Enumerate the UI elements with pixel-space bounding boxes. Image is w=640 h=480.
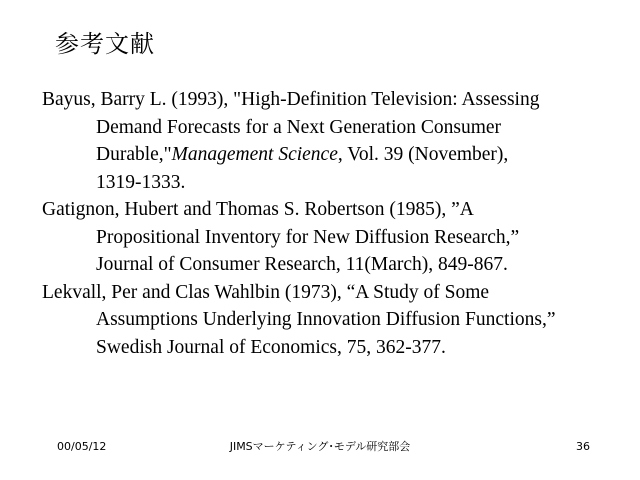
footer-title: JIMSマーケティング･モデル研究部会 bbox=[229, 440, 411, 453]
reference-item-gatignon bbox=[42, 196, 617, 279]
reference-line: Lekvall, Per and Clas Wahlbin (1973), “A Study of Some bbox=[42, 281, 490, 303]
reference-item-bayus bbox=[42, 86, 617, 196]
footer-date: 00/05/12 bbox=[57, 440, 107, 453]
reference-line: Demand Forecasts for a Next Generation Consumer bbox=[96, 116, 502, 138]
reference-line: Swedish Journal of Economics, 75, 362-377. bbox=[96, 336, 446, 358]
reference-line: Journal of Consumer Research, 11(March), 849-867. bbox=[96, 254, 508, 275]
reference-line: 1319-1333. bbox=[96, 171, 186, 193]
reference-line: Gatignon, Hubert and Thomas S. Robertson (1985), ”A bbox=[42, 199, 474, 220]
page-number: 36 bbox=[576, 440, 590, 453]
reference-line: Bayus, Barry L. (1993), "High-Definition Television: Assessing bbox=[42, 89, 540, 110]
reference-item-lekvall bbox=[42, 279, 617, 362]
reference-line: Assumptions Underlying Innovation Diffusion Functions,” bbox=[96, 309, 556, 330]
reference-text: , Vol. 39 (November), bbox=[337, 144, 509, 165]
journal-title: Management Science bbox=[171, 144, 338, 165]
slide-title: 参考文献 bbox=[55, 30, 155, 58]
reference-text: Durable," bbox=[96, 144, 172, 165]
reference-list bbox=[42, 86, 617, 361]
reference-line bbox=[42, 141, 617, 169]
reference-line: Propositional Inventory for New Diffusion Research,” bbox=[96, 226, 520, 248]
